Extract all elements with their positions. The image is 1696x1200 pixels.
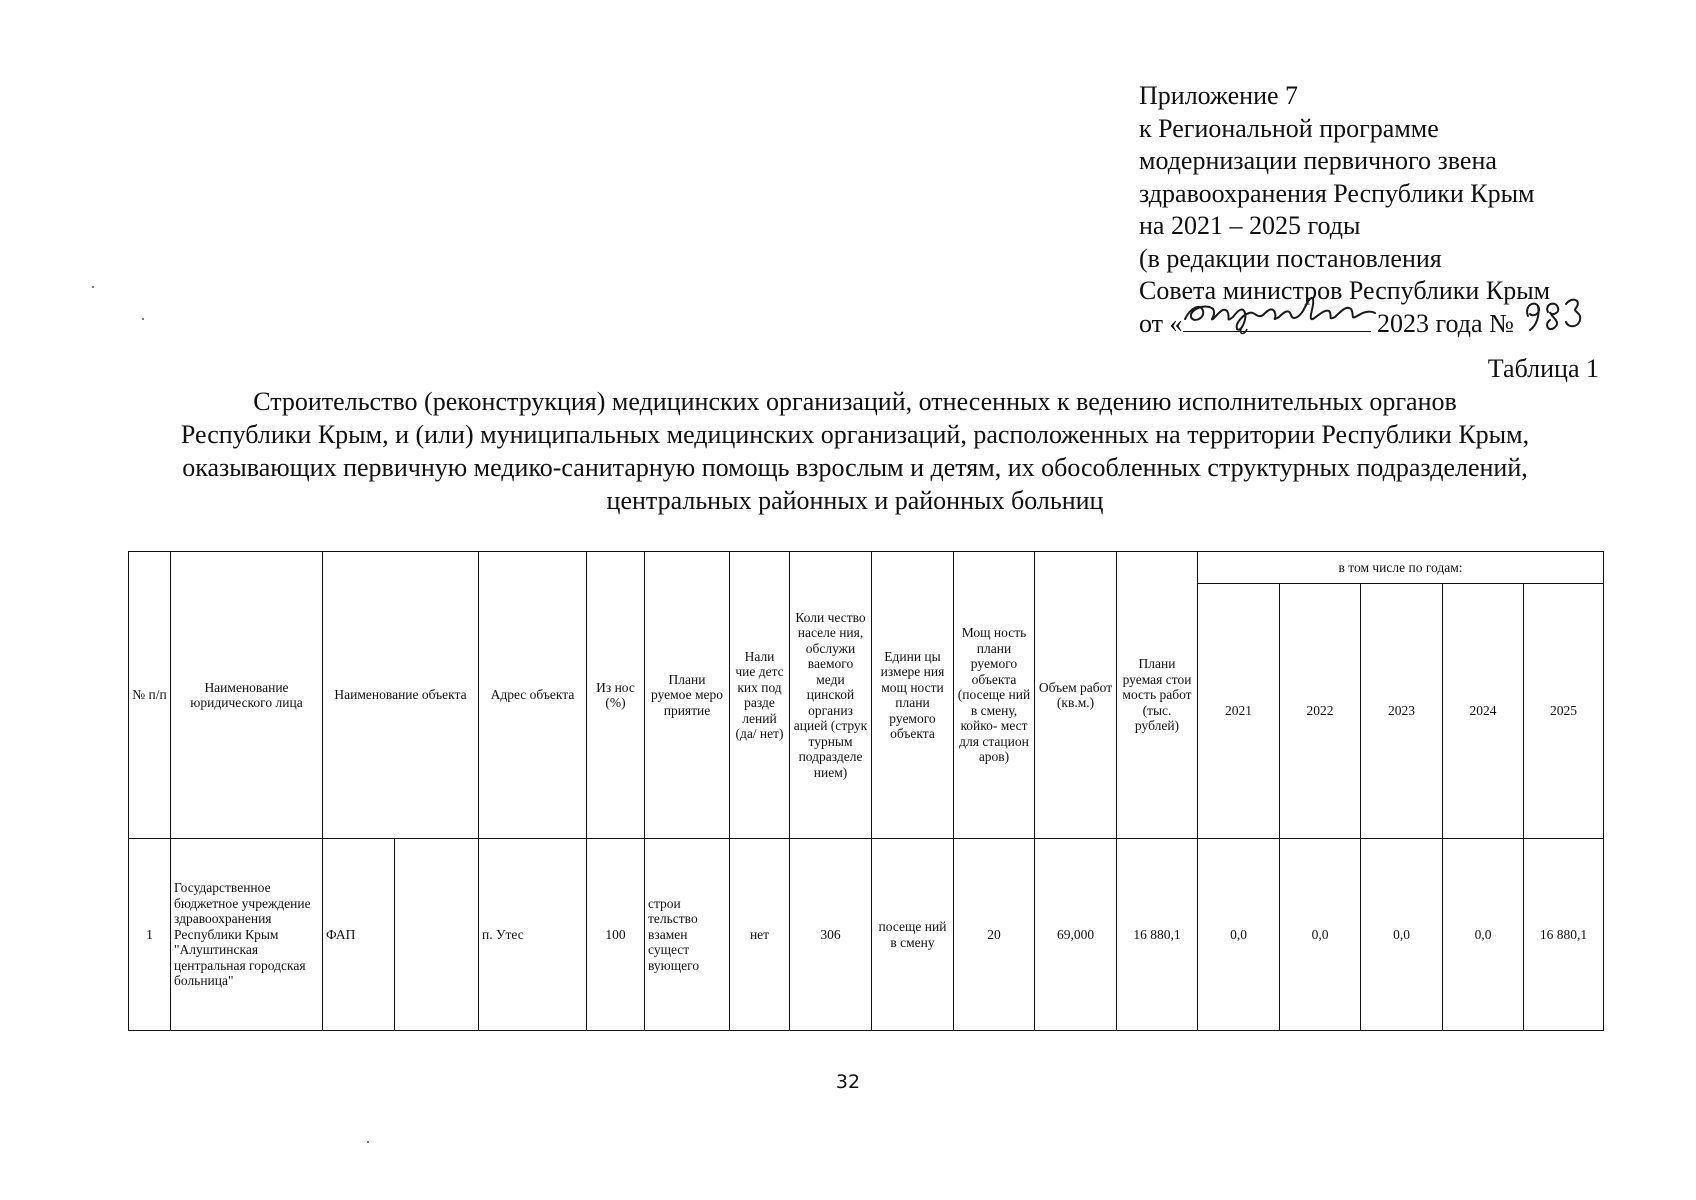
header-capacity: Мощ ность плани руемого объекта (посеще ний в смену, койко- мест для стацион аров) [954, 552, 1035, 839]
appendix-line: на 2021 – 2025 годы [1139, 211, 1361, 240]
handwritten-number [1520, 310, 1580, 332]
table-label: Таблица 1 [1487, 354, 1599, 383]
appendix-line: Совета министров Республики Крым [1139, 276, 1551, 305]
title-line: Строительство (реконструкция) медицинских организаций, отнесенных к ведению исполнительных органов [253, 387, 1457, 416]
header-num: № п/п [129, 552, 171, 839]
scan-speck [92, 286, 94, 288]
header-year-2022: 2022 [1280, 584, 1361, 839]
cell-capacity-unit: посеще ний в смену [872, 839, 954, 1031]
cell-capacity: 20 [954, 839, 1035, 1031]
resolution-date-line [1139, 308, 1609, 341]
header-population: Коли чество населе ния, обслужи ваемого меди цинской организ ацией (струк турным подразделе нием) [790, 552, 872, 839]
cell-object-name-extra [395, 839, 479, 1031]
header-object-name: Наименование объекта [323, 552, 479, 839]
appendix-block [1139, 80, 1609, 340]
cell-year-2023: 0,0 [1361, 839, 1443, 1031]
header-year-2021: 2021 [1198, 584, 1280, 839]
cell-wear: 100 [587, 839, 645, 1031]
cell-children-units: нет [730, 839, 790, 1031]
header-by-years: в том числе по годам: [1198, 552, 1604, 584]
appendix-line: здравоохранения Республики Крым [1139, 178, 1535, 208]
table-header-row [129, 552, 1604, 584]
appendix-line: модернизации первичного звена [1139, 146, 1497, 175]
header-year-2025: 2025 [1524, 584, 1604, 839]
title-line: оказывающих первичную медико-санитарную помощь взрослым и детям, их обособленных структурных подразделений, [182, 453, 1528, 482]
title-line: центральных районных и районных больниц [606, 486, 1104, 515]
scan-speck [367, 1141, 369, 1143]
header-capacity-unit: Едини цы измере ния мощ ности плани руемого объекта [872, 552, 954, 839]
handwritten-date [1183, 309, 1371, 332]
scan-speck [142, 318, 144, 320]
appendix-line: Приложение 7 [1139, 81, 1299, 110]
title-line: Республики Крым, и (или) муниципальных медицинских организаций, расположенных на территории Республики Крым, [180, 420, 1530, 449]
document-title [110, 385, 1600, 517]
header-work-volume: Объем работ (кв.м.) [1035, 552, 1117, 839]
date-prefix: от « [1139, 308, 1183, 338]
page-number: 32 [835, 1071, 861, 1093]
cell-legal-entity: Государственное бюджетное учреждение здравоохранения Республики Крым "Алуштинская центральная городская больница" [171, 839, 323, 1031]
cell-object-name: ФАП [323, 839, 395, 1031]
cell-year-2024: 0,0 [1443, 839, 1524, 1031]
appendix-line: к Региональной программе [1139, 113, 1439, 143]
appendix-line: (в редакции постановления [1139, 243, 1442, 273]
cell-planned-event: строи тельство взамен сущест вующего [645, 839, 730, 1031]
header-children-units: Нали чие детс ких под разде лений (да/ нет) [730, 552, 790, 839]
table-row [129, 839, 1604, 1031]
cell-population: 306 [790, 839, 872, 1031]
header-planned-event: Плани руемое меро приятие [645, 552, 730, 839]
header-year-2023: 2023 [1361, 584, 1443, 839]
construction-table [128, 551, 1604, 1031]
header-year-2024: 2024 [1443, 584, 1524, 839]
cell-work-volume: 69,000 [1035, 839, 1117, 1031]
cell-planned-cost: 16 880,1 [1117, 839, 1198, 1031]
header-address: Адрес объекта [479, 552, 587, 839]
resolution-year-label: 2023 года № [1377, 308, 1514, 338]
header-legal-entity: Наименование юридического лица [171, 552, 323, 839]
cell-year-2022: 0,0 [1280, 839, 1361, 1031]
cell-year-2021: 0,0 [1198, 839, 1280, 1031]
header-planned-cost: Плани руемая стои мость работ (тыс. рублей) [1117, 552, 1198, 839]
cell-address: п. Утес [479, 839, 587, 1031]
cell-num: 1 [129, 839, 171, 1031]
cell-year-2025: 16 880,1 [1524, 839, 1604, 1031]
header-wear: Из нос (%) [587, 552, 645, 839]
